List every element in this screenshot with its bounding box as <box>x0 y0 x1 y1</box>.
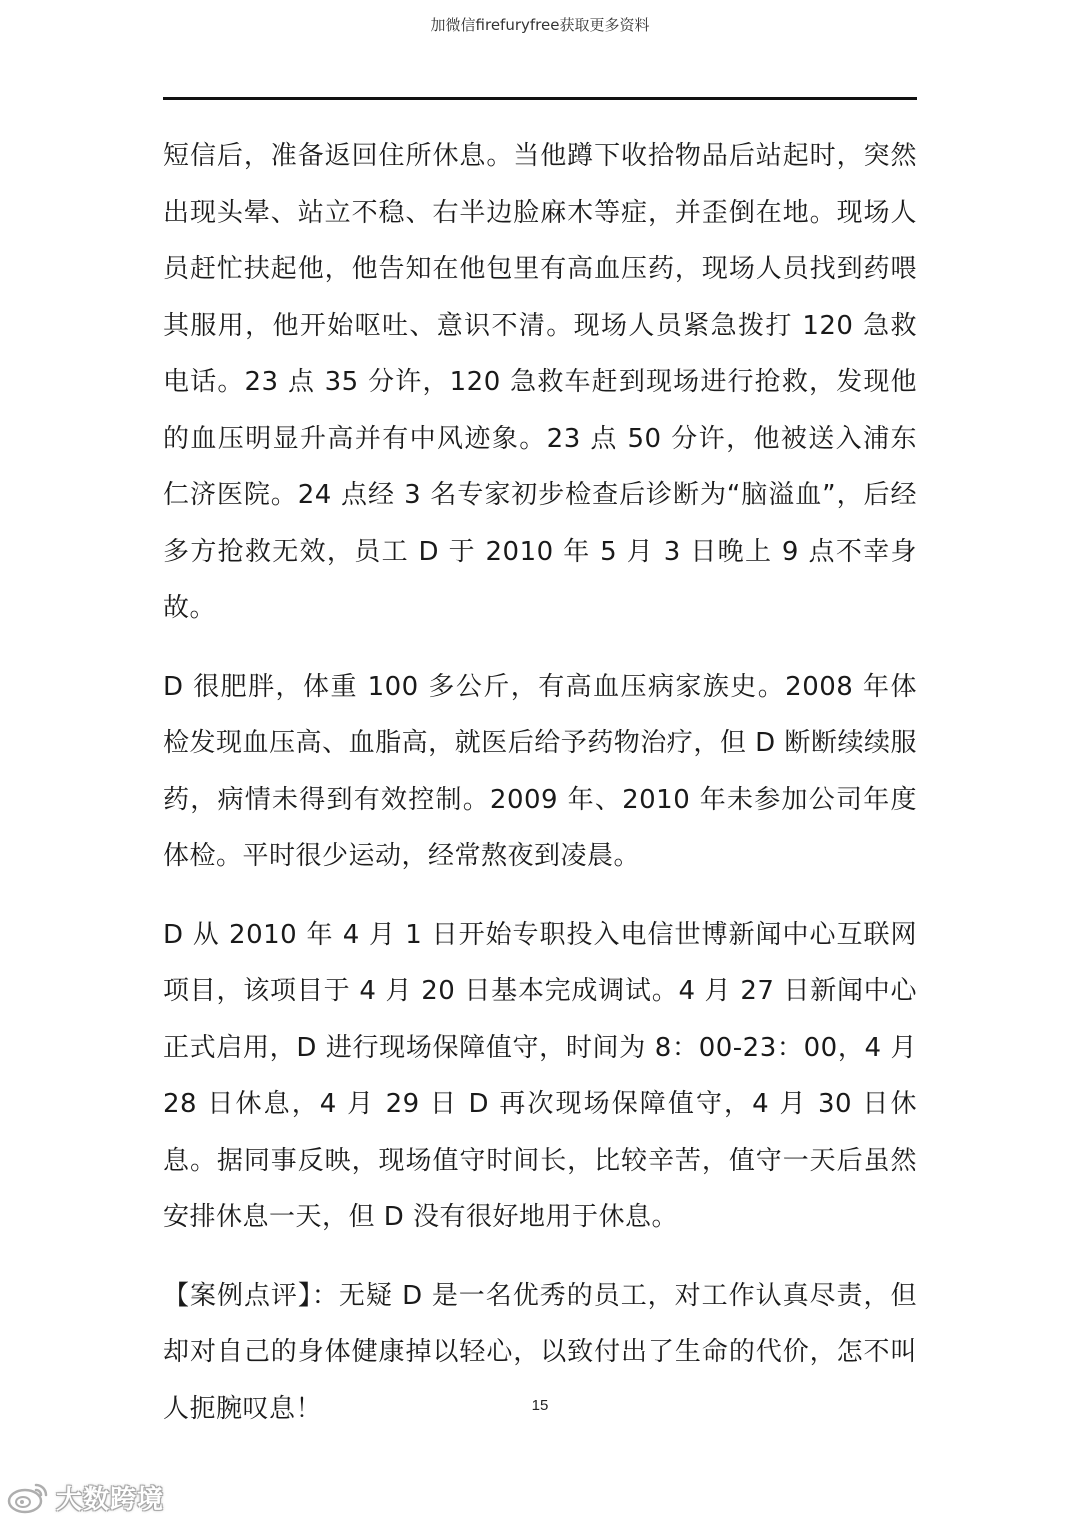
paragraph-2: D 很肥胖，体重 100 多公斤，有高血压病家族史。2008 年体检发现血压高、血脂高，就医后给予药物治疗，但 D 断断续续服药，病情未得到有效控制。2009 年、2010 年未参加公司年度体检。平时很少运动，经常熬夜到凌晨。 <box>163 671 917 871</box>
watermark <box>6 1472 164 1522</box>
watermark-text: 大数跨境 <box>56 1484 165 1515</box>
paragraph-3: D 从 2010 年 4 月 1 日开始专职投入电信世博新闻中心互联网项目，该项目于 4 月 20 日基本完成调试。4 月 27 日新闻中心正式启用，D 进行现场保障值守，时间为 8：00-23：00，4 月 28 日休息，4 月 29 日 D 再次现场保障值守，4 月 30 日休息。据同事反映，现场值守时间长，比较辛苦，值守一天后虽然安排休息一天，但 D 没有很好地用于休息。 <box>163 919 917 1232</box>
document-body <box>163 128 917 1459</box>
weibo-logo-icon <box>6 1479 50 1515</box>
header-divider <box>163 97 917 100</box>
header-note: 加微信firefuryfree获取更多资料 <box>430 16 650 34</box>
page-number: 15 <box>531 1397 549 1414</box>
paragraph-4-case-review: 【案例点评】：无疑 D 是一名优秀的员工，对工作认真尽责，但却对自己的身体健康掉以轻心，以致付出了生命的代价，怎不叫人扼腕叹息！ <box>163 1280 917 1424</box>
paragraph-1: 短信后，准备返回住所休息。当他蹲下收拾物品后站起时，突然出现头晕、站立不稳、右半边脸麻木等症，并歪倒在地。现场人员赶忙扶起他，他告知在他包里有高血压药，现场人员找到药喂其服用，他开始呕吐、意识不清。现场人员紧急拨打 120 急救电话。23 点 35 分许，120 急救车赶到现场进行抢救，发现他的血压明显升高并有中风迹象。23 点 50 分许，他被送入浦东仁济医院。24 点经 3 名专家初步检查后诊断为“脑溢血”，后经多方抢救无效，员工 D 于 2010 年 5 月 3 日晚上 9 点不幸身故。 <box>163 141 917 623</box>
